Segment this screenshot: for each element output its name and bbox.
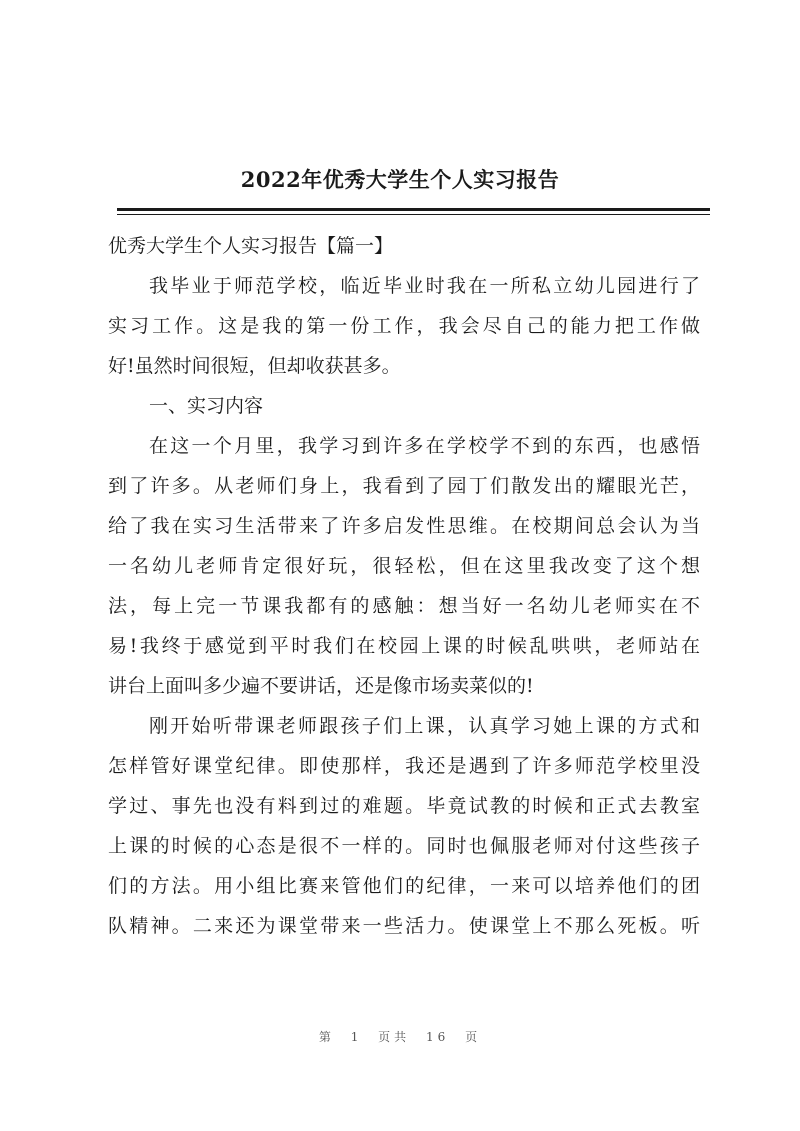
title-rule-thin xyxy=(117,214,710,215)
body-line: 实习工作。这是我的第一份工作，我会尽自己的能力把工作做 xyxy=(108,315,700,337)
body-line: 到了许多。从老师们身上，我看到了园丁们散发出的耀眼光芒， xyxy=(108,475,700,497)
body-line: 们的方法。用小组比赛来管他们的纪律，一来可以培养他们的团 xyxy=(108,875,700,897)
page-footer: 第 1 页共 16 页 xyxy=(318,1030,482,1044)
body-line: 我毕业于师范学校，临近毕业时我在一所私立幼儿园进行了 xyxy=(149,275,700,297)
title-rule-thick xyxy=(117,208,710,211)
body-line: 一名幼儿老师肯定很好玩，很轻松，但在这里我改变了这个想 xyxy=(108,555,700,577)
body-line: 一、实习内容 xyxy=(149,395,264,417)
body-line: 法，每上完一节课我都有的感触：想当好一名幼儿老师实在不 xyxy=(108,595,700,617)
body-line: 讲台上面叫多少遍不要讲话，还是像市场卖菜似的! xyxy=(108,675,534,697)
body-line: 好!虽然时间很短，但却收获甚多。 xyxy=(108,355,401,377)
body-line: 在这一个月里，我学习到许多在学校学不到的东西，也感悟 xyxy=(149,435,700,457)
body-line: 队精神。二来还为课堂带来一些活力。使课堂上不那么死板。听 xyxy=(108,915,700,937)
body-line: 易!我终于感觉到平时我们在校园上课的时候乱哄哄，老师站在 xyxy=(108,635,700,657)
body-line: 给了我在实习生活带来了许多启发性思维。在校期间总会认为当 xyxy=(108,515,700,537)
body-line: 怎样管好课堂纪律。即使那样，我还是遇到了许多师范学校里没 xyxy=(108,755,700,777)
body-line: 刚开始听带课老师跟孩子们上课，认真学习她上课的方式和 xyxy=(149,715,700,737)
document-body xyxy=(108,226,700,946)
document-title: 2022年优秀大学生个人实习报告 xyxy=(240,167,560,192)
body-line: 优秀大学生个人实习报告【篇一】 xyxy=(108,235,394,257)
body-line: 学过、事先也没有料到过的难题。毕竟试教的时候和正式去教室 xyxy=(108,795,700,817)
body-line: 上课的时候的心态是很不一样的。同时也佩服老师对付这些孩子 xyxy=(108,835,700,857)
